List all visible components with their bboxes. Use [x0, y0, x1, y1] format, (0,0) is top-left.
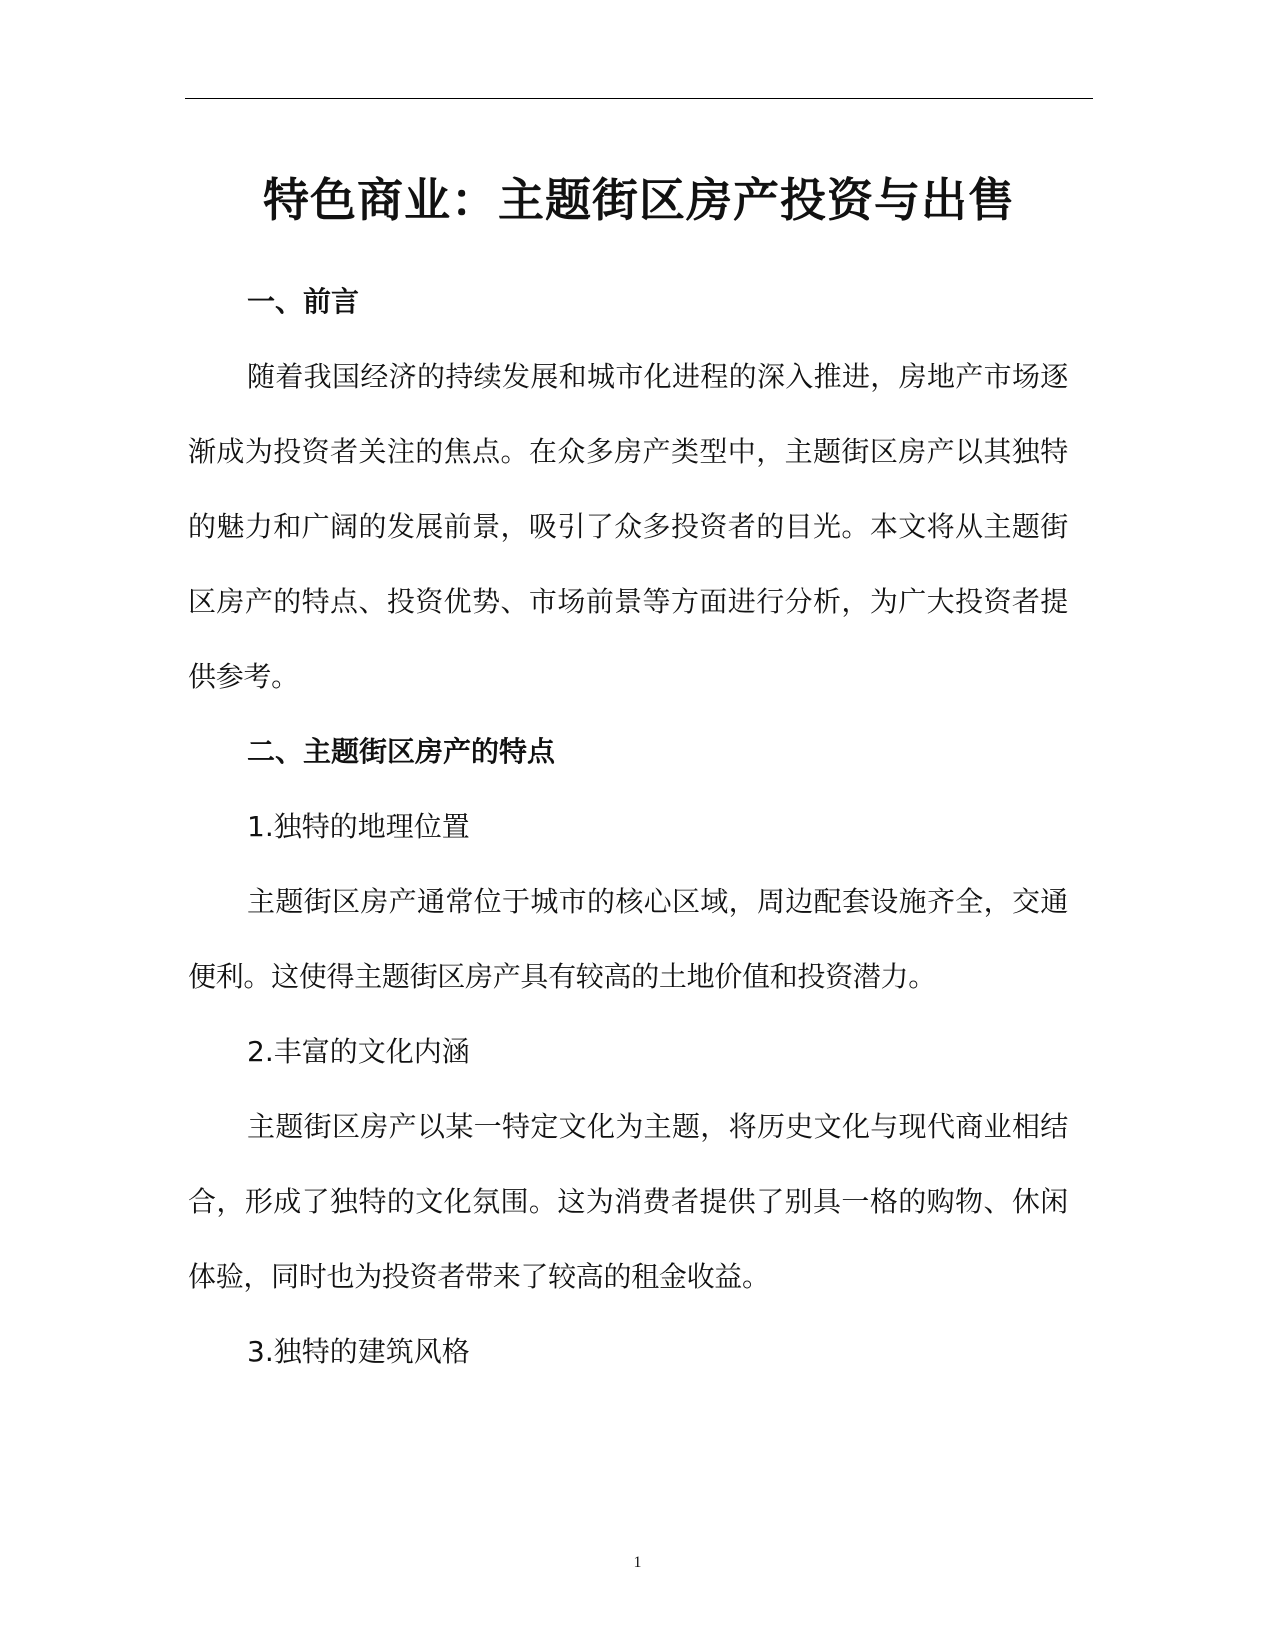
feature-paragraph-culture: 主题街区房产以某一特定文化为主题，将历史文化与现代商业相结合，形成了独特的文化氛围。这为消费者提供了别具一格的购物、休闲体验，同时也为投资者带来了较高的租金收益。	[188, 1110, 1068, 1293]
header-rule	[185, 98, 1093, 99]
page-number: 1	[633, 1554, 642, 1571]
feature-subheading-culture: 2.丰富的文化内涵	[247, 1035, 470, 1068]
feature-subheading-location: 1.独特的地理位置	[247, 810, 470, 843]
feature-subheading-architecture: 3.独特的建筑风格	[247, 1335, 470, 1368]
preface-paragraph: 随着我国经济的持续发展和城市化进程的深入推进，房地产市场逐渐成为投资者关注的焦点。在众多房产类型中，主题街区房产以其独特的魅力和广阔的发展前景，吸引了众多投资者的目光。本文将从主题街区房产的特点、投资优势、市场前景等方面进行分析，为广大投资者提供参考。	[188, 360, 1068, 693]
section-heading-features: 二、主题街区房产的特点	[247, 735, 556, 768]
document-title: 特色商业：主题街区房产投资与出售	[263, 173, 1015, 227]
section-heading-preface: 一、前言	[247, 285, 360, 318]
feature-paragraph-location: 主题街区房产通常位于城市的核心区域，周边配套设施齐全，交通便利。这使得主题街区房产具有较高的土地价值和投资潜力。	[188, 885, 1068, 993]
document-body	[188, 264, 1068, 1389]
